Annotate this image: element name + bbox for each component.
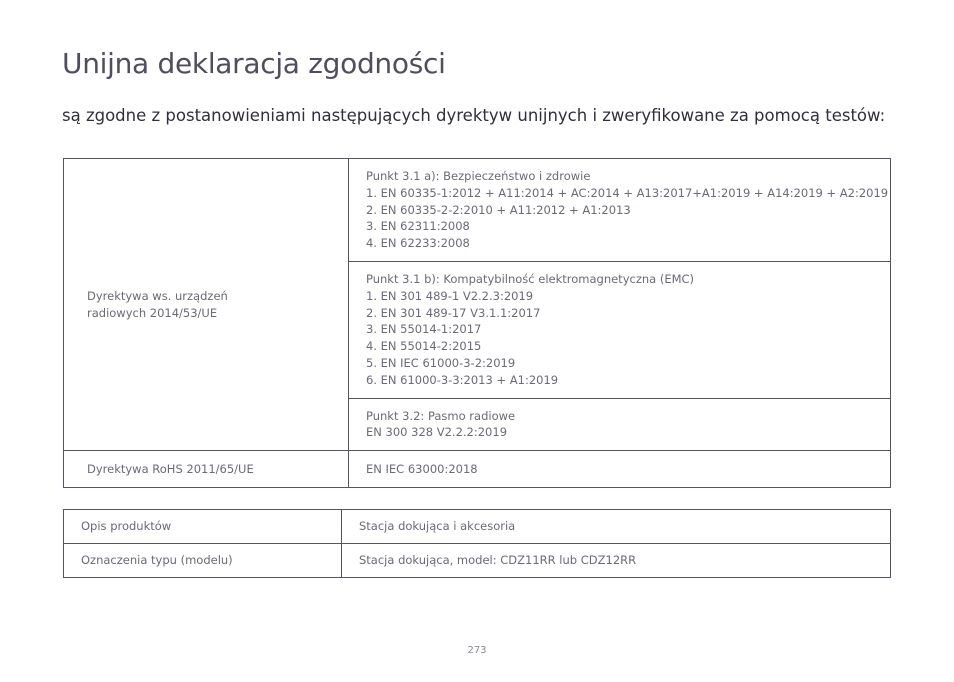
table-row xyxy=(64,159,891,262)
table-row xyxy=(64,451,891,488)
section-heading: Punkt 3.1 b): Kompatybilność elektromagnetyczna (EMC) xyxy=(366,271,695,286)
table-row xyxy=(64,544,891,578)
list-item: 3. EN 62311:2008 xyxy=(366,219,470,234)
section-heading: Punkt 3.2: Pasmo radiowe xyxy=(366,408,516,423)
product-table xyxy=(63,509,891,578)
section-radio xyxy=(349,398,891,451)
model-label: Oznaczenia typu (modelu) xyxy=(64,544,342,578)
list-item: 4. EN 55014-2:2015 xyxy=(366,339,482,354)
product-description-value: Stacja dokująca i akcesoria xyxy=(342,510,891,544)
section-heading: Punkt 3.1 a): Bezpieczeństwo i zdrowie xyxy=(366,169,591,183)
list-item: 2. EN 60335-2-2:2010 + A11:2012 + A1:2013 xyxy=(366,202,631,217)
list-item: 3. EN 55014-1:2017 xyxy=(366,322,482,337)
rohs-directive-value: EN IEC 63000:2018 xyxy=(349,451,891,488)
rohs-directive-label: Dyrektywa RoHS 2011/65/UE xyxy=(64,451,349,488)
section-emc xyxy=(349,261,891,398)
list-item: 6. EN 61000-3-3:2013 + A1:2019 xyxy=(366,372,559,387)
list-item: 5. EN IEC 61000-3-2:2019 xyxy=(366,355,516,370)
list-item: EN 300 328 V2.2.2:2019 xyxy=(366,425,508,440)
directives-table xyxy=(63,158,891,488)
red-directive-label: Dyrektywa ws. urządzeń radiowych 2014/53/UE xyxy=(64,159,349,451)
list-item: 1. EN 60335-1:2012 + A11:2014 + AC:2014 + A13:2017+A1:2019 + A14:2019 + A2:2019 xyxy=(366,185,889,200)
list-item: 4. EN 62233:2008 xyxy=(366,236,470,251)
page-number: 273 xyxy=(467,645,487,656)
model-value: Stacja dokująca, model: CDZ11RR lub CDZ12RR xyxy=(342,544,891,578)
table-row xyxy=(64,510,891,544)
product-description-label: Opis produktów xyxy=(64,510,342,544)
page-subtitle: są zgodne z postanowieniami następujących dyrektyw unijnych i zweryfikowane za pomocą testów: xyxy=(62,106,886,125)
page-title: Unijna deklaracja zgodności xyxy=(62,47,446,80)
section-safety xyxy=(349,159,891,262)
list-item: 1. EN 301 489-1 V2.2.3:2019 xyxy=(366,288,534,303)
list-item: 2. EN 301 489-17 V3.1.1:2017 xyxy=(366,305,541,320)
